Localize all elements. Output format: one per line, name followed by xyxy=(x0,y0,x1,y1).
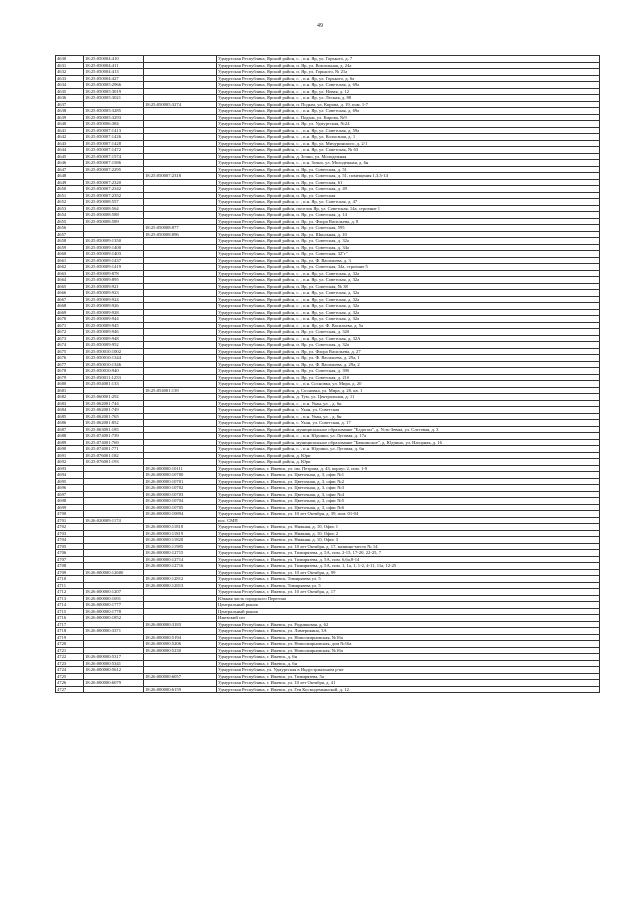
linked-cadastral-number-cell: 18:26:000000:10894 xyxy=(144,511,217,518)
linked-cadastral-number-cell: 18:25:054001:139 xyxy=(144,387,217,394)
row-number-cell: 4708 xyxy=(56,563,84,570)
row-number-cell: 4682 xyxy=(56,394,84,401)
address-cell: Удмуртская Республика, Ярский район, п. Яр, ул. Ф. Васильева, д. 29а, 2 xyxy=(217,361,600,368)
cadastral-number-cell: 18:25:076001:182 xyxy=(84,452,144,459)
linked-cadastral-number-cell: 18:26:000000:5206 xyxy=(144,641,217,648)
cadastral-number-cell: 18:26:000000:12600 xyxy=(84,569,144,576)
row-number-cell: 4690 xyxy=(56,446,84,453)
row-number-cell: 4655 xyxy=(56,218,84,225)
address-cell: Удмуртская Республика, Ярский район, с. , п.н. Сосновка, ул. Мира, д. 20 xyxy=(217,381,600,388)
linked-cadastral-number-cell: 18:26:000000:6159 xyxy=(144,686,217,693)
address-cell: Удмуртская Республика, г. Ижевск, ул. 10 лет Октября, д. 39, пом. 01-04 xyxy=(217,511,600,518)
address-cell: Удмуртская Республика, г. Ижевск, ул. Цветочная, д. 3, офис №3 xyxy=(217,485,600,492)
row-number-cell: 4686 xyxy=(56,420,84,427)
page-number: 49 xyxy=(317,23,323,29)
address-cell: Удмуртская Республика, г. Ижевск, ул. Цветочная, д. 3, офис №6 xyxy=(217,504,600,511)
address-cell: Удмуртская Республика, г. Ижевск, ул. Новосмирновская, №16а xyxy=(217,634,600,641)
address-cell: Удмуртская Республика, г. Ижевск, ул. Нижняя, д. 10, Офис 3 xyxy=(217,537,600,544)
cadastral-number-cell: 18:25:050009:1403 xyxy=(84,251,144,258)
address-cell: Удмуртская Республика, Ярский район, п. Яр, ул. Советская, д. 39б xyxy=(217,368,600,375)
row-number-cell: 4668 xyxy=(56,303,84,310)
row-number-cell: 4644 xyxy=(56,147,84,154)
address-cell: Удмуртская Республика, Ярский район, д. Зочно, ул. Молодежная xyxy=(217,153,600,160)
cadastral-number-cell: 18:25:050007:2352 xyxy=(84,192,144,199)
address-cell: Удмуртская Республика, Ярский район, с. Подым, ул. Кирова, №9 xyxy=(217,114,600,121)
address-cell: Удмуртская Республика, Ярский район, п. Яр, ул. Флора Васильева, д. 8 xyxy=(217,218,600,225)
linked-cadastral-number-cell: 18:26:000000:12714 xyxy=(144,556,217,563)
address-cell: Удмуртская Республика, г. Ижевск, ул. Тимирязева, д. 5А, пом. 2-15, 17-20, 22-25, 7 xyxy=(217,550,600,557)
row-number-cell: 4654 xyxy=(56,212,84,219)
address-cell: Удмуртская Республика, г. Ижевск, ул. 10 лет Октября, д. 17, машино-место № 14 xyxy=(217,543,600,550)
row-number-cell: 4646 xyxy=(56,160,84,167)
row-number-cell: 4705 xyxy=(56,543,84,550)
row-number-cell: 4665 xyxy=(56,283,84,290)
cadastral-number-cell: 18:26:000000:1691 xyxy=(84,595,144,602)
row-number-cell: 4707 xyxy=(56,556,84,563)
row-number-cell: 4713 xyxy=(56,595,84,602)
row-number-cell: 4696 xyxy=(56,485,84,492)
address-cell: Удмуртская Республика, Ярский район, с. , п.н. Юдчино, ул. Луговая, д. 17а xyxy=(217,433,600,440)
address-cell: Удмуртская Республика, г. Ижевск, ул. Ген Космодемьянской, д. 12 xyxy=(217,686,600,693)
cadastral-number-cell: 18:25:050009:946 xyxy=(84,329,144,336)
address-cell: Удмуртская Республика, г. Ижевск, ул. Тимирязева, д. 5А, пом. 6,6а,8-14 xyxy=(217,556,600,563)
address-cell: Удмуртская Республика, Ярский район, д. Юри xyxy=(217,459,600,466)
row-number-cell: 4657 xyxy=(56,231,84,238)
row-number-cell: 4714 xyxy=(56,602,84,609)
cadastral-number-cell: 18:25:050010:1002 xyxy=(84,348,144,355)
row-number-cell: 4653 xyxy=(56,205,84,212)
row-number-cell: 4652 xyxy=(56,199,84,206)
row-number-cell: 4637 xyxy=(56,101,84,108)
address-cell: Удмуртская Республика, Ярский район, с. , п.н. Яр, ул. Лесная, д. 88 xyxy=(217,95,600,102)
address-cell: Удмуртская Республика, ул. Удмуртская в Индустриальном р-не xyxy=(217,667,600,674)
row-number-cell: 4659 xyxy=(56,244,84,251)
row-number-cell: 4717 xyxy=(56,621,84,628)
address-cell: Удмуртская Республика, Ярский район, с. , п.н. Яр, ул. Советская, д. 32а xyxy=(217,296,600,303)
row-number-cell: 4716 xyxy=(56,615,84,622)
address-cell: Удмуртская Республика, г. Ижевск, ул. Цветочная, д. 3, офис №1 xyxy=(217,472,600,479)
row-number-cell: 4710 xyxy=(56,576,84,583)
row-number-cell: 4638 xyxy=(56,108,84,115)
cadastral-number-cell: 18:25:050009:945 xyxy=(84,322,144,329)
address-cell: Удмуртская Республика, Ярский район, с. , п.н. Яр, ул. Советская, д. 32а xyxy=(217,316,600,323)
cadastral-number-cell: 18:25:050009:952 xyxy=(84,342,144,349)
address-cell: Удмуртская Республика, Ярский район, п. Яр, ул. Советская xyxy=(217,192,600,199)
linked-cadastral-number-cell: 18:26:000000:10700 xyxy=(144,472,217,479)
row-number-cell: 4703 xyxy=(56,530,84,537)
row-number-cell: 4680 xyxy=(56,381,84,388)
linked-cadastral-number-cell: 18:26:000000:12715 xyxy=(144,550,217,557)
cadastral-number-cell: 18:25:050007:2342 xyxy=(84,186,144,193)
linked-cadastral-number-cell: 18:26:000000:11819 xyxy=(144,530,217,537)
cadastral-number-cell: 18:25:050009:944 xyxy=(84,316,144,323)
address-cell: Удмуртская Республика, Ярский район, муниципальное образование "Бачкинское", д. Юдчино, ул. Нагорная, д. 16 xyxy=(217,439,600,446)
row-number-cell: 4647 xyxy=(56,166,84,173)
row-number-cell: 4666 xyxy=(56,290,84,297)
row-number-cell: 4695 xyxy=(56,478,84,485)
address-cell: Удмуртская Республика, Ярский район, с. , п.н. Яр, ул. Ф. Васильева, д. 5а xyxy=(217,322,600,329)
row-number-cell: 4675 xyxy=(56,348,84,355)
cadastral-number-cell: 18:25:074001:769 xyxy=(84,439,144,446)
address-cell: Удмуртская Республика, г. Ижевск, ул. 10 лет Октября, д. 41 xyxy=(217,680,600,687)
row-number-cell: 4673 xyxy=(56,335,84,342)
cadastral-number-cell: 18:25:050005:3019 xyxy=(84,88,144,95)
linked-cadastral-number-cell: 18:26:000000:11985 xyxy=(144,543,217,550)
address-cell: Удмуртская Республика, г. Ижевск, ул. Цветочная, д. 3, офис №4 xyxy=(217,491,600,498)
row-number-cell: 4685 xyxy=(56,413,84,420)
row-number-cell: 4651 xyxy=(56,192,84,199)
registry-table xyxy=(55,55,600,693)
cadastral-number-cell: 18:26:000000:1778 xyxy=(84,608,144,615)
cadastral-number-cell: 18:25:062001:749 xyxy=(84,407,144,414)
address-cell: Удмуртская Республика, г. Ижевск, ул. Цветочная, д. 3, офис №2 xyxy=(217,478,600,485)
cadastral-number-cell xyxy=(84,686,144,693)
address-cell: пос. СМП xyxy=(217,517,600,524)
address-cell: Удмуртская Республика, Ярский район, п. Яр, ул. Советская, д. 49 xyxy=(217,186,600,193)
row-number-cell: 4691 xyxy=(56,452,84,459)
row-number-cell: 4722 xyxy=(56,654,84,661)
row-number-cell: 4702 xyxy=(56,524,84,531)
row-number-cell: 4689 xyxy=(56,439,84,446)
row-number-cell: 4630 xyxy=(56,56,84,63)
cadastral-number-cell: 18:25:050005:2966 xyxy=(84,82,144,89)
row-number-cell: 4706 xyxy=(56,550,84,557)
cadastral-number-cell: 18:25:062001:744 xyxy=(84,400,144,407)
address-cell: Удмуртская Республика, Ярский район, п. Яр, ул. Вокзальная, д. 24а xyxy=(217,62,600,69)
address-cell: Удмуртская Республика, г. Ижевск, ул. Нижняя, д. 10, Офис 2 xyxy=(217,530,600,537)
address-cell: Удмуртская Республика, г. Ижевск, д. 6н xyxy=(217,654,600,661)
cadastral-number-cell: 18:25:050007:1586 xyxy=(84,160,144,167)
cadastral-number-cell: 18:25:050004:411 xyxy=(84,62,144,69)
address-cell: Удмуртская Республика, Ярский район, п. Яр, ул. Ф. Васильева, д. 29а, 1 xyxy=(217,355,600,362)
row-number-cell: 4645 xyxy=(56,153,84,160)
row-number-cell: 4727 xyxy=(56,686,84,693)
linked-cadastral-number-cell: 18:26:000000:10701 xyxy=(144,478,217,485)
row-number-cell: 4662 xyxy=(56,264,84,271)
row-number-cell: 4674 xyxy=(56,342,84,349)
row-number-cell: 4636 xyxy=(56,95,84,102)
linked-cadastral-number-cell: 18:26:000000:10703 xyxy=(144,491,217,498)
linked-cadastral-number-cell: 18:26:000000:12716 xyxy=(144,563,217,570)
cadastral-number-cell: 18:26:000000:1777 xyxy=(84,602,144,609)
address-cell: Удмуртская Республика, Ярский район, п. Яр, ул. Советская, д. 14 xyxy=(217,212,600,219)
cadastral-number-cell: 18:25:050009:948 xyxy=(84,335,144,342)
cadastral-number-cell: 18:25:054001:133 xyxy=(84,381,144,388)
row-number-cell: 4725 xyxy=(56,673,84,680)
address-cell: Удмуртская Республика, Ярский район, с. , п.н. Юдчино, ул. Луговая, д. 6н xyxy=(217,446,600,453)
address-cell: Удмуртская Республика, г. Ижевск, ул. 10 лет Октября, д. 17 xyxy=(217,589,600,596)
linked-cadastral-number-cell: 18:26:000000:11818 xyxy=(144,524,217,531)
cadastral-number-cell: 18:25:074001:739 xyxy=(84,433,144,440)
address-cell: Удмуртская Республика, Ярский район, п. Яр, ул. Ф. Васильева, д. 3 xyxy=(217,257,600,264)
address-cell: Удмуртская Республика, Ярский район, с. Укан, ул. Советская, д. 17 xyxy=(217,420,600,427)
linked-cadastral-number-cell: 18:26:000000:5194 xyxy=(144,634,217,641)
row-number-cell: 4678 xyxy=(56,368,84,375)
cadastral-number-cell: 18:25:050007:1428 xyxy=(84,140,144,147)
row-number-cell: 4670 xyxy=(56,316,84,323)
row-number-cell: 4704 xyxy=(56,537,84,544)
address-cell: Удмуртская Республика, Ярский район, п. Яр, ул. Советская, д. 34а xyxy=(217,244,600,251)
address-cell: Удмуртская Республика, Ярский район, с. Укан, ул. Советская xyxy=(217,407,600,414)
row-number-cell: 4726 xyxy=(56,680,84,687)
address-cell: Центральный рынок xyxy=(217,602,600,609)
row-number-cell: 4642 xyxy=(56,134,84,141)
row-number-cell: 4712 xyxy=(56,589,84,596)
address-cell: Удмуртская Республика, г. Ижевск, ул. Новосмирновская, дом №16а xyxy=(217,641,600,648)
cadastral-number-cell: 18:25:050007:1426 xyxy=(84,134,144,141)
row-number-cell: 4681 xyxy=(56,387,84,394)
address-cell: Удмуртская Республика, Ярский район, п. Яр, ул. Советская, 32"г" xyxy=(217,251,600,258)
address-cell: Удмуртская Республика, Ярский район, п. Яр, ул. Советская, № 38 xyxy=(217,283,600,290)
address-cell: Удмуртская Республика, Ярский район, д. Сосновка, ул. Мира, д. 20, кв. 1 xyxy=(217,387,600,394)
address-cell: Удмуртская Республика, Ярский район, с. , п.н. Яр, ул. Советская, д. 69а xyxy=(217,82,600,89)
row-number-cell: 4694 xyxy=(56,472,84,479)
cadastral-number-cell: 18:25:050006:384 xyxy=(84,121,144,128)
address-cell: Центральный рынок xyxy=(217,608,600,615)
cadastral-number-cell: 18:25:050008:564 xyxy=(84,205,144,212)
address-cell: Удмуртская Республика, Ярский район, с. , п.н. Яр, ул. Советская, д. 32а xyxy=(217,309,600,316)
cadastral-number-cell: 18:25:050005:3285 xyxy=(84,108,144,115)
address-cell: Удмуртская Республика, Ярский район, п. Яр, ул. Советская, 61 xyxy=(217,179,600,186)
cadastral-number-cell: 18:25:062001:765 xyxy=(84,413,144,420)
row-number-cell: 4631 xyxy=(56,62,84,69)
cadastral-number-cell: 18:25:050007:1472 xyxy=(84,147,144,154)
address-cell: Ижевский спг xyxy=(217,615,600,622)
address-cell: Удмуртская Республика, Ярский район, с. , п.н. Яр, ул. Советская, д. 32а xyxy=(217,277,600,284)
row-number-cell: 4720 xyxy=(56,641,84,648)
cadastral-number-cell: 18:25:050009:926 xyxy=(84,303,144,310)
cadastral-number-cell: 18:25:050008:588 xyxy=(84,212,144,219)
address-cell: Удмуртская Республика, Ярский район, п. Яр, ул. Советская, 34а, строение 5 xyxy=(217,264,600,271)
address-cell: Удмуртская Республика, г. Ижевск, д. 6н xyxy=(217,660,600,667)
row-number-cell: 4709 xyxy=(56,569,84,576)
cadastral-number-cell: 18:25:050007:1413 xyxy=(84,127,144,134)
address-cell: Удмуртская Республика, Ярский район, с. , п.н. Яр, ул. Горького, д. 6а xyxy=(217,75,600,82)
cadastral-number-cell: 18:25:050009:921 xyxy=(84,283,144,290)
row-number-cell: 4634 xyxy=(56,82,84,89)
cadastral-number-cell: 18:26:000000:5612 xyxy=(84,667,144,674)
address-cell: Удмуртская Республика, Ярский район, с. , п.н. Укан, ул. , д. 6н xyxy=(217,413,600,420)
address-cell: Удмуртская Республика, г. Ижевск, ул. Нижняя, д. 10, Офис 1 xyxy=(217,524,600,531)
address-cell: Удмуртская Республика, Ярский район, с. , п.н. Яр, ул. Советская, д. 47 xyxy=(217,199,600,206)
address-cell: Удмуртская Республика, Ярский район, с. , п.н. Яр, ул. Советская, д. 59а xyxy=(217,127,600,134)
cadastral-number-cell: 18:25:050009:928 xyxy=(84,309,144,316)
cadastral-number-cell: 18:25:063001:185 xyxy=(84,426,144,433)
linked-cadastral-number-cell: 18:26:000000:6057 xyxy=(144,673,217,680)
cadastral-number-cell: 18:25:050009:924 xyxy=(84,296,144,303)
address-cell: Удмуртская Республика, Ярский район, п. Яр, ул. Советская, д. 51, помещения 1,3,5-14 xyxy=(217,173,600,180)
row-number-cell: 4641 xyxy=(56,127,84,134)
row-number-cell: 4633 xyxy=(56,75,84,82)
row-number-cell: 4635 xyxy=(56,88,84,95)
cadastral-number-cell: 18:26:000000:1852 xyxy=(84,615,144,622)
cadastral-number-cell: 18:25:050005:3021 xyxy=(84,95,144,102)
address-cell: Удмуртская Республика, г. Ижевск, Тимирязева ул. 5 xyxy=(217,576,600,583)
address-cell: Удмуртская Республика, Ярский район, п. Яр, ул. Советская, д. 51 xyxy=(217,166,600,173)
cadastral-number-cell: 18:25:050004:413 xyxy=(84,69,144,76)
row-number-cell: 4701 xyxy=(56,517,84,524)
row-number-cell: 4632 xyxy=(56,69,84,76)
address-cell: Удмуртская Республика, Ярский район, с. , п.н. Яр, ул. Советская, д. 32А xyxy=(217,335,600,342)
cadastral-number-cell: 18:25:060001:292 xyxy=(84,394,144,401)
cadastral-number-cell: 18:26:020009:1174 xyxy=(84,517,144,524)
address-cell: Удмуртская Республика, г. Ижевск, ул. Родниковая, д. 62 xyxy=(217,621,600,628)
cadastral-number-cell: 18:25:050009:878 xyxy=(84,270,144,277)
address-cell: Удмуртская Республика, Ярский район, п. Яр, ул. Флора Васильева, д. 27 xyxy=(217,348,600,355)
row-number-cell: 4650 xyxy=(56,186,84,193)
address-cell: Удмуртская Республика, Ярский район, с. , п.н. Яр, ул. Горького, д. 7 xyxy=(217,56,600,63)
address-cell: Удмуртская Республика, Ярский район, п. Яр, ул. Советская, д. 21б xyxy=(217,374,600,381)
address-cell: Удмуртская Республика, Ярский район, п. Яр, ул. Советская, д. 32а xyxy=(217,238,600,245)
cadastral-number-cell: 18:26:000000:6079 xyxy=(84,680,144,687)
table-row xyxy=(56,686,600,693)
address-cell: Удмуртская Республика, Ярский район, с. , п.н. Укан, ул. , д. 6н xyxy=(217,400,600,407)
cadastral-number-cell: 18:25:050010:1344 xyxy=(84,355,144,362)
linked-cadastral-number-cell: 18:25:050007:2318 xyxy=(144,173,217,180)
address-cell: Удмуртская Республика, Ярский район, п. Яр, ул. Удмуртская, №24 xyxy=(217,121,600,128)
linked-cadastral-number-cell: 18:26:000000:10111 xyxy=(144,465,217,472)
row-number-cell: 4676 xyxy=(56,355,84,362)
linked-cadastral-number-cell: 18:26:000000:3183 xyxy=(144,621,217,628)
address-cell: Удмуртская Республика, Ярский район, муниципальное образование "Елдогон", д. Усть-Зевма, ул. Слесевая, д. 3 xyxy=(217,426,600,433)
address-cell: Удмуртская Республика, г. Ижевск, Тимирязева ул. 5 xyxy=(217,582,600,589)
cadastral-number-cell: 18:26:000000:5317 xyxy=(84,654,144,661)
row-number-cell: 4672 xyxy=(56,329,84,336)
cadastral-number-cell: 18:25:050007:1574 xyxy=(84,153,144,160)
cadastral-number-cell: 18:25:050009:895 xyxy=(84,277,144,284)
linked-cadastral-number-cell: 18:26:000000:12813 xyxy=(144,582,217,589)
linked-cadastral-number-cell: 18:26:000000:10702 xyxy=(144,485,217,492)
cadastral-number-cell: 18:26:000000:1207 xyxy=(84,589,144,596)
address-cell: Удмуртская Республика, Ярский район, п. Яр, ул. Советская, д. 32б xyxy=(217,329,600,336)
row-number-cell: 4683 xyxy=(56,400,84,407)
cadastral-number-cell: 18:25:050009:1437 xyxy=(84,257,144,264)
address-cell: Удмуртская Республика, Ярский район, п. Яр, ул. Советская, 595 xyxy=(217,225,600,232)
address-cell: Удмуртская Республика, г. Ижевск, ул. Новосмирновская, №16а xyxy=(217,647,600,654)
address-cell: Удмуртская Республика, Ярский район, с. , п.н. Яр, ул. Советская, д. 32а xyxy=(217,303,600,310)
row-number-cell: 4640 xyxy=(56,121,84,128)
row-number-cell: 4656 xyxy=(56,225,84,232)
row-number-cell: 4723 xyxy=(56,660,84,667)
linked-cadastral-number-cell: 18:26:000000:12812 xyxy=(144,576,217,583)
row-number-cell: 4687 xyxy=(56,426,84,433)
address-cell: Удмуртская Республика, г. Ижевск, ул. Цветочная, д. 3, офис №5 xyxy=(217,498,600,505)
address-cell: Удмуртская Республика, Ярский район, с. , п.н. Яр, ул. Мичуринского, д. 2/1 xyxy=(217,140,600,147)
row-number-cell: 4677 xyxy=(56,361,84,368)
row-number-cell: 4661 xyxy=(56,257,84,264)
linked-cadastral-number-cell: 18:26:000000:11820 xyxy=(144,537,217,544)
row-number-cell: 4718 xyxy=(56,628,84,635)
address-cell: Удмуртская Республика, г. Ижевск, ул. им. Петрова, д. 43, корпус 2, пом. 1-9 xyxy=(217,465,600,472)
address-cell: Удмуртская Республика, г. Ижевск, ул. Лимерикина, 3А xyxy=(217,628,600,635)
linked-cadastral-number-cell: 18:25:050008:896 xyxy=(144,231,217,238)
row-number-cell: 4660 xyxy=(56,251,84,258)
row-number-cell: 4664 xyxy=(56,277,84,284)
cadastral-number-cell: 18:25:050009:1400 xyxy=(84,244,144,251)
cadastral-number-cell: 18:25:050011:1253 xyxy=(84,374,144,381)
row-number-cell: 4719 xyxy=(56,634,84,641)
row-number-cell: 4684 xyxy=(56,407,84,414)
row-number-cell: 4711 xyxy=(56,582,84,589)
address-cell: Удмуртская Республика, Ярский район, п. Яр, ул. Советская, д. 32а xyxy=(217,342,600,349)
cadastral-number-cell: 18:25:050009:1419 xyxy=(84,264,144,271)
address-cell: Удмуртская Республика, Ярский район, с. , п.н. Яр, ул. Советская, д. 69а xyxy=(217,108,600,115)
cadastral-number-cell: 18:26:000000:5341 xyxy=(84,660,144,667)
cadastral-number-cell: 18:25:050004:427 xyxy=(84,75,144,82)
address-cell: Удмуртская Республика, Ярский район, с. , п.н. Яр, ул. Новая, д. 12 xyxy=(217,88,600,95)
address-cell: Удмуртская Республика, Ярский район, п. Яр, ул. Школьная, д. 10 xyxy=(217,231,600,238)
cadastral-number-cell: 18:25:076001:193 xyxy=(84,459,144,466)
linked-cadastral-number-cell: 18:25:050005:3274 xyxy=(144,101,217,108)
cadastral-number-cell: 18:25:050004:410 xyxy=(84,56,144,63)
address-cell: Удмуртская Республика, Ярский район, с. , п.н. Яр, ул. Советская, д. 32а xyxy=(217,270,600,277)
address-cell: Удмуртская Республика, г. Ижевск, ул. Тимирязева, 5а xyxy=(217,673,600,680)
cadastral-number-cell: 18:25:050005:3293 xyxy=(84,114,144,121)
cadastral-number-cell: 18:25:050009:1350 xyxy=(84,238,144,245)
row-number-cell: 4679 xyxy=(56,374,84,381)
row-number-cell: 4724 xyxy=(56,667,84,674)
cadastral-number-cell: 18:25:062001:852 xyxy=(84,420,144,427)
address-cell: Удмуртская Республика, Ярский район, поселок Яр, ул. Советская, 14а, строение 1 xyxy=(217,205,600,212)
address-cell: Удмуртская Республика, Ярский район, п. Яр, ул. Горького, № 21а xyxy=(217,69,600,76)
row-number-cell: 4700 xyxy=(56,511,84,518)
address-cell: Удмуртская Республика, Ярский район, п. Подым, ул. Кирова, д. 19, пом. 1-7 xyxy=(217,101,600,108)
row-number-cell: 4639 xyxy=(56,114,84,121)
address-cell: Южная часть городского Перегона xyxy=(217,595,600,602)
row-number-cell: 4667 xyxy=(56,296,84,303)
cadastral-number-cell: 18:25:050010:1346 xyxy=(84,361,144,368)
row-number-cell: 4663 xyxy=(56,270,84,277)
cadastral-number-cell: 18:25:050010:940 xyxy=(84,368,144,375)
row-number-cell: 4669 xyxy=(56,309,84,316)
address-cell: Удмуртская Республика, г. Ижевск, ул. Тимирязева, д. 5А, пом. 1, 1а, 1, 1-2, 4-11, 11а, 12-25 xyxy=(217,563,600,570)
linked-cadastral-number-cell: 18:25:050008:877 xyxy=(144,225,217,232)
row-number-cell: 4658 xyxy=(56,238,84,245)
cadastral-number-cell: 18:25:050007:2295 xyxy=(84,166,144,173)
row-number-cell: 4648 xyxy=(56,173,84,180)
row-number-cell: 4688 xyxy=(56,433,84,440)
cadastral-number-cell: 18:25:050008:589 xyxy=(84,218,144,225)
row-number-cell: 4693 xyxy=(56,465,84,472)
address-cell: Удмуртская Республика, Ярский район, с. , п.н. Яр, ул. Советская, № 63 xyxy=(217,147,600,154)
address-cell: Удмуртская Республика, Ярский район, д. Юри xyxy=(217,452,600,459)
cadastral-number-cell: 18:25:050009:923 xyxy=(84,290,144,297)
row-number-cell: 4715 xyxy=(56,608,84,615)
row-number-cell: 4692 xyxy=(56,459,84,466)
address-cell: Удмуртская Республика, Ярский район, с. , п.н. Яр, ул. Советская, д. 32а xyxy=(217,290,600,297)
cadastral-number-cell: 18:25:050007:2320 xyxy=(84,179,144,186)
address-cell: Удмуртская Республика, Ярский район, д. Тум, ул. Центральная, д. 11 xyxy=(217,394,600,401)
row-number-cell: 4698 xyxy=(56,498,84,505)
linked-cadastral-number-cell: 18:26:000000:10705 xyxy=(144,504,217,511)
cadastral-number-cell: 18:26:000000:3371 xyxy=(84,628,144,635)
address-cell: Удмуртская Республика, Ярский район, с. , п.н. Зочно, ул. Молодежная, д. 6н xyxy=(217,160,600,167)
cadastral-number-cell: 18:25:050008:557 xyxy=(84,199,144,206)
address-cell: Удмуртская Республика, Ярский район, с. , п.н. Яр, ул. Колхозная, д. 1 xyxy=(217,134,600,141)
linked-cadastral-number-cell: 18:26:000000:5230 xyxy=(144,647,217,654)
row-number-cell: 4721 xyxy=(56,647,84,654)
row-number-cell: 4643 xyxy=(56,140,84,147)
row-number-cell: 4671 xyxy=(56,322,84,329)
address-cell: Удмуртская Республика, г. Ижевск, ул. 10 лет Октября, д. 99 xyxy=(217,569,600,576)
cadastral-number-cell: 18:25:074001:771 xyxy=(84,446,144,453)
row-number-cell: 4699 xyxy=(56,504,84,511)
row-number-cell: 4649 xyxy=(56,179,84,186)
linked-cadastral-number-cell: 18:26:000000:10704 xyxy=(144,498,217,505)
registry-body xyxy=(56,56,600,693)
row-number-cell: 4697 xyxy=(56,491,84,498)
